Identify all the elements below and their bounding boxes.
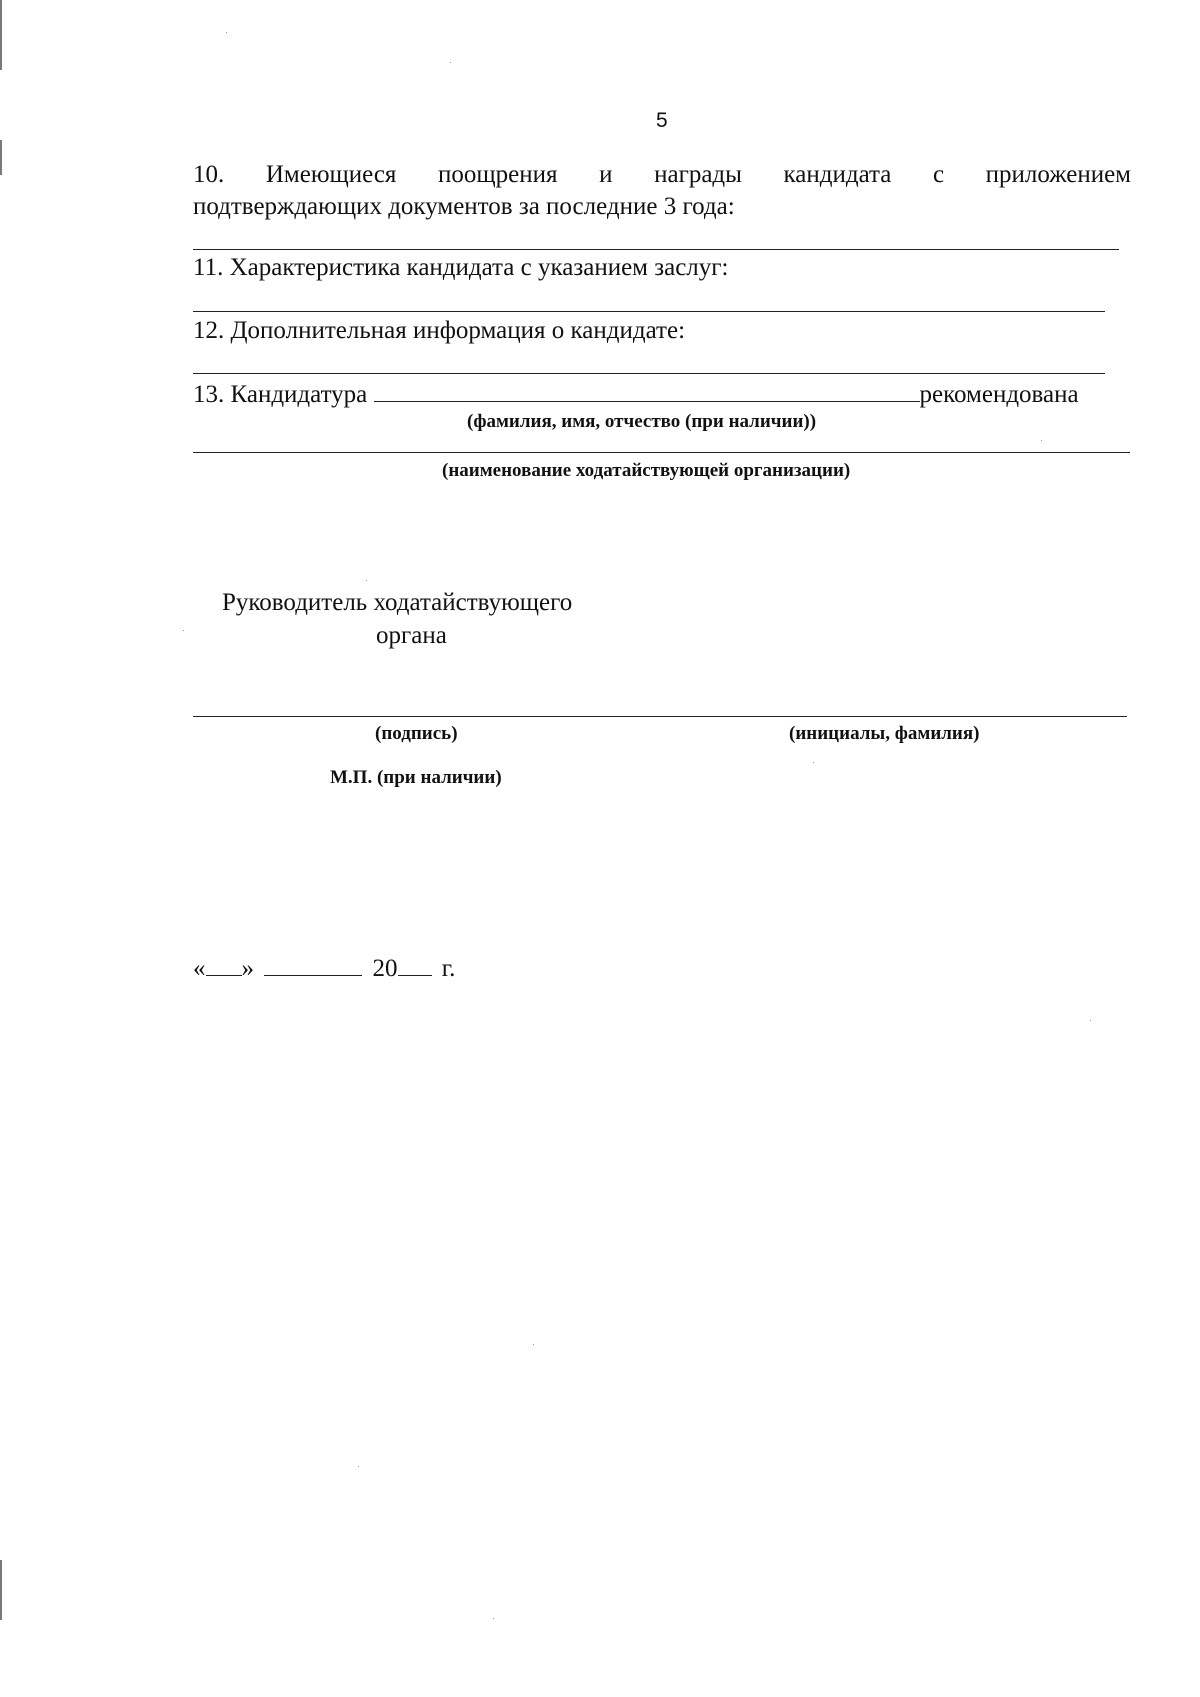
scan-speck: [493, 1618, 494, 1619]
item-10-line-2: подтверждающих документов за последние 3 года:: [193, 193, 735, 220]
scan-speck: [1090, 1020, 1091, 1021]
candidate-name-field[interactable]: [374, 381, 920, 402]
date-day-field[interactable]: [206, 955, 242, 976]
item-10-word: поощрения: [438, 161, 558, 188]
item-13-line: [193, 381, 1079, 407]
scan-speck: [366, 580, 367, 581]
item-10-word: 10.: [193, 161, 225, 188]
item-12-answer-line[interactable]: [193, 373, 1105, 374]
scan-speck: [533, 1344, 534, 1345]
signature-line[interactable]: [193, 716, 1127, 717]
date-century: 20: [372, 955, 398, 982]
item-10-word: кандидата: [783, 161, 892, 188]
item-12-label: 12. Дополнительная информация о кандидате:: [193, 317, 686, 344]
scan-speck: [813, 762, 814, 763]
item-10-line-1: [193, 162, 1131, 187]
scan-edge-mark: [0, 140, 2, 175]
date-year-field[interactable]: [398, 955, 432, 976]
seal-note: М.П. (при наличии): [330, 767, 502, 788]
item-13-suffix: рекомендована: [919, 381, 1079, 408]
scan-speck: [358, 1466, 359, 1467]
organization-name-line[interactable]: [193, 452, 1130, 453]
item-11-label: 11. Характеристика кандидата с указанием заслуг:: [193, 254, 729, 281]
date-line: [193, 955, 455, 981]
page-number: 5: [656, 109, 668, 132]
item-10-answer-line[interactable]: [193, 249, 1119, 250]
scan-speck: [183, 630, 184, 631]
name-caption: (инициалы, фамилия): [789, 723, 980, 744]
organization-name-hint: (наименование ходатайствующей организации): [442, 460, 851, 481]
date-suffix: г.: [441, 955, 456, 982]
date-close-quote: »: [241, 955, 254, 982]
item-10-word: приложением: [985, 161, 1131, 188]
item-13-prefix: 13. Кандидатура: [193, 381, 368, 408]
item-11-answer-line[interactable]: [193, 311, 1105, 312]
item-10-word: и: [599, 161, 613, 188]
scan-edge-mark: [0, 0, 2, 70]
scan-speck: [1041, 440, 1042, 441]
item-10-word: с: [932, 161, 945, 188]
head-title-line-2: органа: [376, 622, 447, 649]
date-open-quote: «: [193, 955, 206, 982]
scan-speck: [226, 32, 227, 33]
item-10-word: награды: [654, 161, 742, 188]
scan-speck: [450, 62, 451, 63]
candidate-name-hint: (фамилия, имя, отчество (при наличии)): [467, 411, 817, 432]
date-month-field[interactable]: [264, 955, 362, 976]
signature-caption: (подпись): [375, 723, 458, 744]
scan-edge-mark: [0, 1560, 2, 1620]
head-title-line-1: Руководитель ходатайствующего: [222, 589, 573, 616]
item-10-word: Имеющиеся: [265, 161, 397, 188]
